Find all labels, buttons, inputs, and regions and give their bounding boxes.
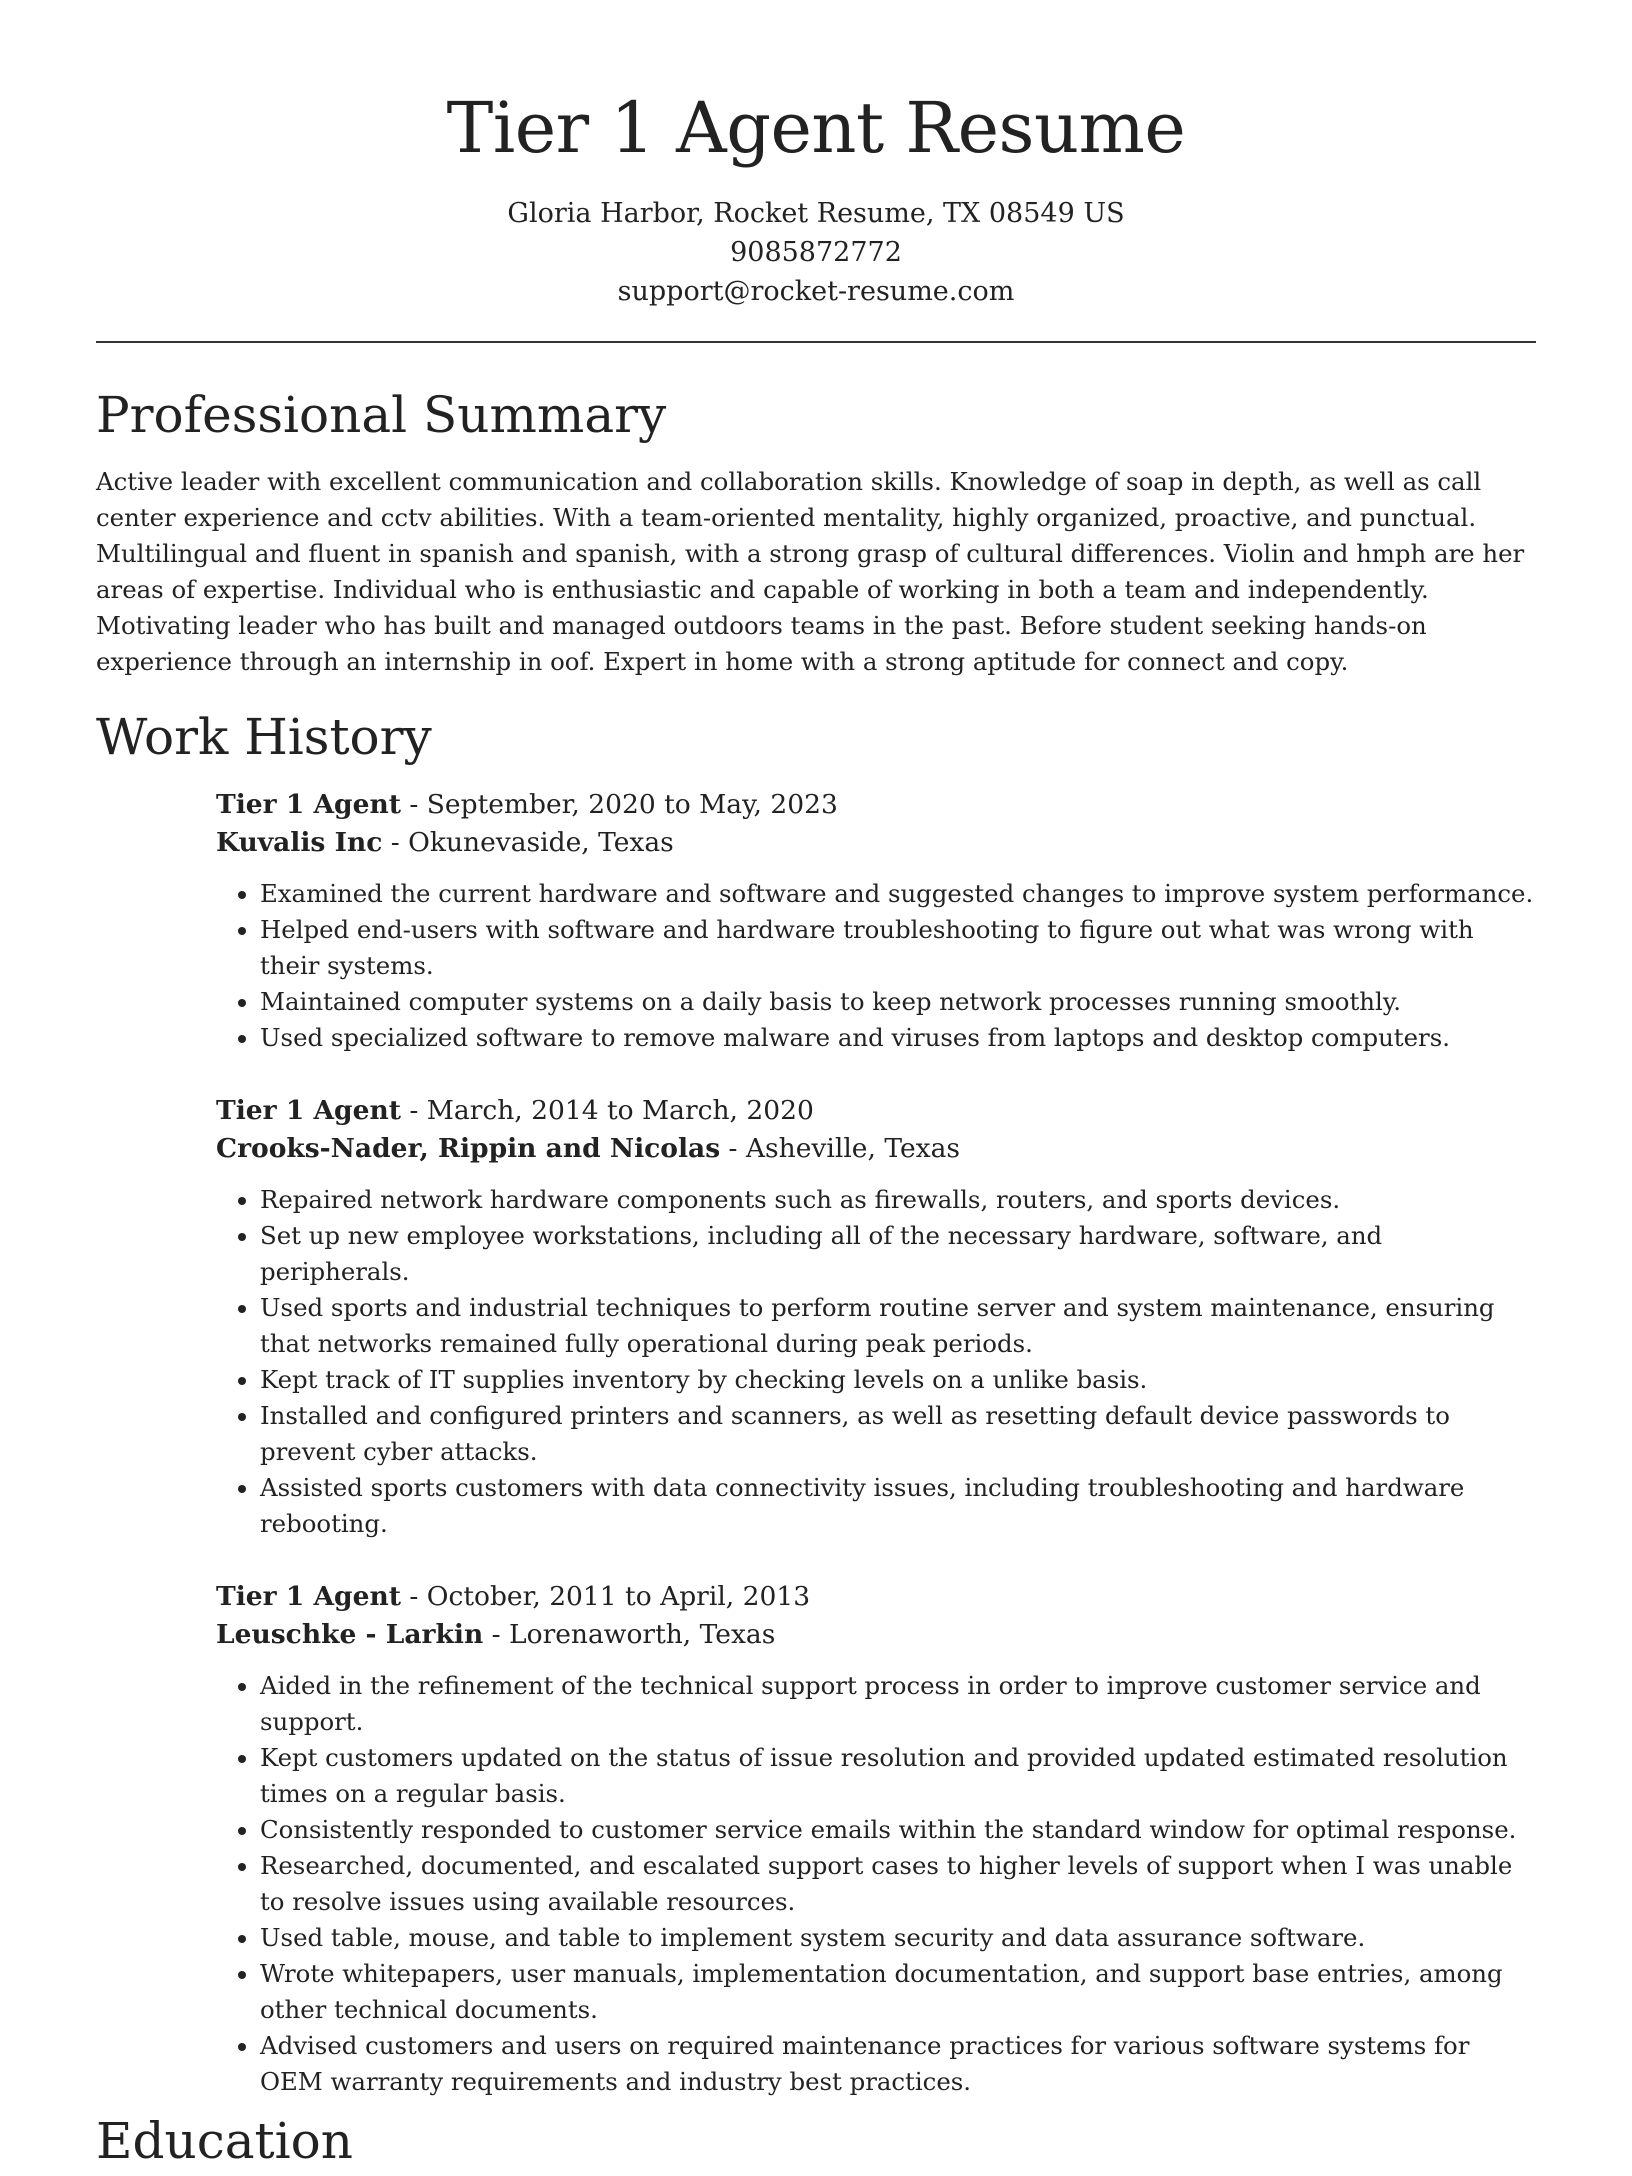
contact-block (0, 194, 1632, 311)
contact-email: support@rocket-resume.com (617, 276, 1015, 307)
job-bullet: • Used sports and industrial techniques to perform routine server and system maintenance, ensuring that networks remained fully operational during peak periods. (260, 1290, 1536, 1362)
job-bullet: • Wrote whitepapers, user manuals, implementation documentation, and support base entries, among other technical documents. (260, 1956, 1536, 2028)
job-bullet: • Examined the current hardware and software and suggested changes to improve system performance. (260, 876, 1536, 912)
job-title: Tier 1 Agent (216, 789, 401, 820)
job-location: - Lorenaworth, Texas (483, 1619, 776, 1650)
summary-heading: Professional Summary (96, 386, 667, 444)
job-company: Leuschke - Larkin (216, 1619, 484, 1650)
job-company: Kuvalis Inc (216, 827, 383, 858)
job-title: Tier 1 Agent (216, 1581, 401, 1612)
job-bullet: • Used specialized software to remove malware and viruses from laptops and desktop computers. (260, 1020, 1536, 1056)
contact-phone: 9085872772 (730, 237, 902, 268)
job-bullet: • Kept customers updated on the status of issue resolution and provided updated estimated resolution times on a regular basis. (260, 1740, 1536, 1812)
job-bullet: • Aided in the refinement of the technical support process in order to improve customer service and support. (260, 1668, 1536, 1740)
job-title-line (216, 786, 1536, 824)
job-title: Tier 1 Agent (216, 1095, 401, 1126)
job-bullet: • Researched, documented, and escalated support cases to higher levels of support when I was unable to resolve issues using available resources. (260, 1848, 1536, 1920)
job-bullet: • Set up new employee workstations, including all of the necessary hardware, software, and peripherals. (260, 1218, 1536, 1290)
job-bullet: • Installed and configured printers and scanners, as well as resetting default device passwords to prevent cyber attacks. (260, 1398, 1536, 1470)
job-bullet: • Repaired network hardware components such as firewalls, routers, and sports devices. (260, 1182, 1536, 1218)
job-location: - Okunevaside, Texas (382, 827, 674, 858)
job-dates: - September, 2020 to May, 2023 (400, 789, 838, 820)
job-dates: - October, 2011 to April, 2013 (400, 1581, 811, 1612)
job-title-line (216, 1092, 1536, 1130)
job-entry (216, 1092, 1536, 1542)
job-bullet: • Helped end-users with software and hardware troubleshooting to figure out what was wrong with their systems. (260, 912, 1536, 984)
header-divider (96, 341, 1536, 343)
job-bullets (216, 1182, 1536, 1542)
job-bullet: • Used table, mouse, and table to implement system security and data assurance software. (260, 1920, 1536, 1956)
job-bullet: • Advised customers and users on required maintenance practices for various software systems for OEM warranty requirements and industry best practices. (260, 2028, 1536, 2100)
job-company-line (216, 1130, 1536, 1168)
job-title-line (216, 1578, 1536, 1616)
job-bullet: • Maintained computer systems on a daily basis to keep network processes running smoothly. (260, 984, 1536, 1020)
job-entry (216, 786, 1536, 1056)
job-bullets (216, 1668, 1536, 2100)
job-dates: - March, 2014 to March, 2020 (400, 1095, 814, 1126)
job-company-line (216, 824, 1536, 862)
job-company-line (216, 1616, 1536, 1654)
work-history-list (216, 786, 1536, 2100)
job-company: Crooks-Nader, Rippin and Nicolas (216, 1133, 721, 1164)
summary-text: Active leader with excellent communication and collaboration skills. Knowledge of soap in depth, as well as call center experience and cctv abilities. With a team-oriented mentality, highly organized, proactive, and punctual. Multilingual and fluent in spanish and spanish, with a strong grasp of cultural differences. Violin and hmph are her areas of expertise. Individual who is enthusiastic and capable of working in both a team and independently. Motivating leader who has built and managed outdoors teams in the past. Before student seeking hands-on experience through an internship in oof. Expert in home with a strong aptitude for connect and copy. (96, 467, 1525, 676)
contact-address: Gloria Harbor, Rocket Resume, TX 08549 US (507, 198, 1125, 229)
job-entry (216, 1578, 1536, 2100)
resume-header (0, 0, 1632, 311)
job-bullet: • Assisted sports customers with data connectivity issues, including troubleshooting and hardware rebooting. (260, 1470, 1536, 1542)
job-bullets (216, 876, 1536, 1056)
job-bullet: • Kept track of IT supplies inventory by checking levels on a unlike basis. (260, 1362, 1536, 1398)
job-location: - Asheville, Texas (720, 1133, 960, 1164)
resume-content (96, 380, 1536, 2176)
work-history-heading: Work History (96, 708, 432, 766)
job-bullet: • Consistently responded to customer service emails within the standard window for optimal response. (260, 1812, 1536, 1848)
resume-title: Tier 1 Agent Resume (446, 87, 1186, 169)
education-heading: Education (96, 2112, 353, 2170)
